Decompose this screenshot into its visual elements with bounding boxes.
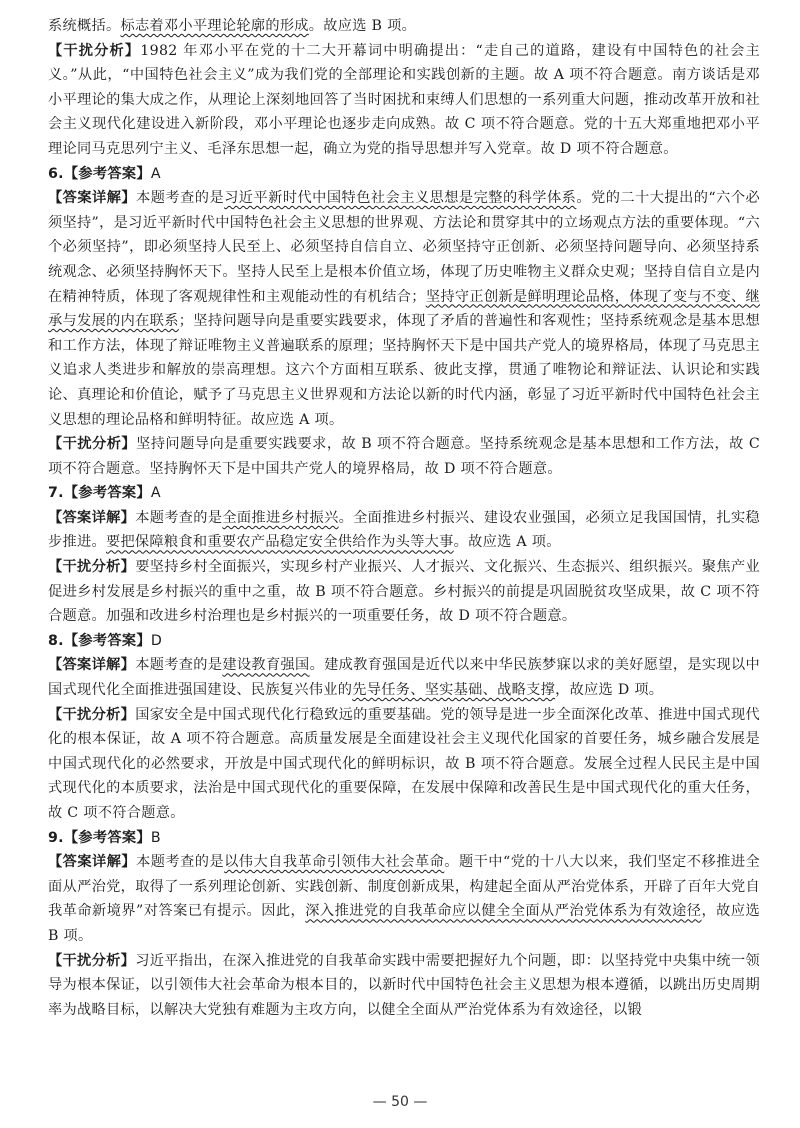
distractor-tag: 【干扰分析】 [48, 42, 141, 59]
distractor-tag: 【干扰分析】 [48, 436, 137, 453]
explanation-tag: 【答案详解】 [48, 509, 136, 526]
answer-page [48, 14, 760, 1022]
question-number: 8. [48, 632, 64, 649]
distractor-tag: 【干扰分析】 [48, 559, 136, 576]
answer-letter: A [150, 165, 161, 182]
key-phrase: 先导任务、坚实基础、战略支撑 [352, 682, 556, 699]
q7-answer-explanation: 【答案详解】本题考查的是全面推进乡村振兴。全面推进乡村振兴、建设农业强国，必须立足我国国情，扎实稳步推进。要把保障粮食和重要农产品稳定安全供给作为头等大事。故应选 A 项。 [48, 509, 760, 551]
q5-answer-tail: 系统概括。标志着邓小平理论轮廓的形成。故应选 B 项。 [48, 18, 417, 34]
explanation-tag: 【答案详解】 [48, 854, 137, 871]
key-phrase: 深入推进党的自我革命应以健全全面从严治党体系为有效途径 [305, 903, 702, 920]
answer-letter: B [150, 829, 161, 846]
key-phrase: 习近平新时代中国特色社会主义思想是完整的科学体系 [224, 190, 577, 207]
q6-reference-answer [48, 162, 760, 187]
q9-reference-answer [48, 826, 760, 851]
page-number: — 50 — [372, 1094, 428, 1110]
key-phrase: 要把保障粮食和重要农产品稳定安全供给作为头等大事 [105, 534, 454, 551]
distractor-tag: 【干扰分析】 [48, 952, 136, 969]
q7-distractor-analysis: 【干扰分析】要坚持乡村全面振兴，实现乡村产业振兴、人才振兴、文化振兴、生态振兴、组织振兴。聚焦产业促进乡村发展是乡村振兴的重中之重，故 B 项不符合题意。乡村振兴的前提是巩固脱贫攻坚成果，故 C 项不符合题意。加强和改进乡村治理也是乡村振兴的一项重要任务，故 D 项不符合题意。 [48, 559, 760, 625]
q8-answer-explanation: 【答案详解】本题考查的是建设教育强国。建成教育强国是近代以来中华民族梦寐以求的美好愿望，是实现以中国式现代化全面推进强国建设、民族复兴伟业的先导任务、坚实基础、战略支撑，故应选 D 项。 [48, 657, 760, 699]
key-phrase: 以伟大自我革命引领伟大社会革命 [224, 854, 445, 871]
explanation-tag: 【答案详解】 [48, 657, 136, 674]
key-phrase: 坚持守正创新是鲜明理论品格，体现了变与不变、继承与发展的内在联系 [48, 288, 760, 330]
key-phrase: 建设教育强国 [222, 657, 310, 674]
answer-letter: A [150, 485, 161, 502]
q7-reference-answer [48, 481, 760, 506]
q8-reference-answer [48, 629, 760, 654]
q9-distractor-analysis: 【干扰分析】习近平指出，在深入推进党的自我革命实践中需要把握好九个问题，即：以坚持党中央集中统一领导为根本保证，以引领伟大社会革命为根本目的，以新时代中国特色社会主义思想为根本遵循，以跳出历史周期率为战略目标，以解决大党独有难题为主攻方向，以健全全面从严治党体系为有效途径，以锻 [48, 952, 760, 1018]
q6-distractor-analysis: 【干扰分析】坚持问题导向是重要实践要求，故 B 项不符合题意。坚持系统观念是基本思想和工作方法，故 C 项不符合题意。坚持胸怀天下是中国共产党人的境界格局，故 D 项不符合题意。 [48, 436, 760, 477]
key-phrase: 标志着邓小平理论轮廓的形成 [120, 18, 309, 34]
answer-letter: D [150, 632, 163, 649]
reference-tag: 【参考答案】 [63, 829, 151, 846]
key-phrase: 全面推进乡村振兴 [222, 509, 339, 526]
question-number: 6. [48, 165, 64, 182]
q6-answer-explanation: 【答案详解】本题考查的是习近平新时代中国特色社会主义思想是完整的科学体系。党的二十大提出的“六个必须坚持”，是习近平新时代中国特色社会主义思想的世界观、方法论和贯穿其中的立场观点方法的重要体现。“六个必须坚持”，即必须坚持人民至上、必须坚持自信自立、必须坚持守正创新、必须坚持问题导向、必须坚持系统观念、必须坚持胸怀天下。坚持人民至上是根本价值立场，体现了历史唯物主义群众史观；坚持自信自立是内在精神特质，体现了客观规律性和主观能动性的有机结合；坚持守正创新是鲜明理论品格，体现了变与不变、继承与发展的内在联系；坚持问题导向是重要实践要求，体现了矛盾的普遍性和客观性；坚持系统观念是基本思想和工作方法，体现了辩证唯物主义普遍联系的原理；坚持胸怀天下是中国共产党人的境界格局，体现了马克思主义追求人类进步和解放的崇高理想。这六个方面相互联系、彼此支撑，贯通了唯物论和辩证法、认识论和实践论、真理论和价值论，赋予了马克思主义世界观和方法论以新的时代内涵，彰显了习近平新时代中国特色社会主义思想的理论品格和鲜明特征。故应选 A 项。 [48, 190, 761, 428]
reference-tag: 【参考答案】 [63, 632, 151, 649]
q9-answer-explanation: 【答案详解】本题考查的是以伟大自我革命引领伟大社会革命。题干中“党的十八大以来，我们坚定不移推进全面从严治党，取得了一系列理论创新、实践创新、制度创新成果，构建起全面从严治党体系，开辟了百年大党自我革命新境界”对答案已有提示。因此，深入推进党的自我革命应以健全全面从严治党体系为有效途径，故应选 B 项。 [48, 854, 760, 944]
reference-tag: 【参考答案】 [63, 485, 151, 502]
reference-tag: 【参考答案】 [63, 165, 151, 182]
q8-distractor-analysis: 【干扰分析】国家安全是中国式现代化行稳致远的重要基础。党的领导是进一步全面深化改革、推进中国式现代化的根本保证，故 A 项不符合题意。高质量发展是全面建设社会主义现代化国家的首要任务，城乡融合发展是中国式现代化的必然要求，开放是中国式现代化的鲜明标识，故 B 项不符合题意。发展全过程人民民主是中国式现代化的本质要求，法治是中国式现代化的重要保障，在发展中保障和改善民生是中国式现代化的重大任务，故 C 项不符合题意。 [48, 706, 760, 821]
question-number: 7. [48, 485, 64, 502]
q5-distractor-analysis: 【干扰分析】1982 年邓小平在党的十二大开幕词中明确提出：“走自己的道路，建设有中国特色的社会主义。”从此，“中国特色社会主义”成为我们党的全部理论和实践创新的主题。故 A 项不符合题意。南方谈话是邓小平理论的集大成之作，从理论上深刻地回答了当时困扰和束缚人们思想的一系列重大问题，推动改革开放和社会主义现代化建设进入新阶段，邓小平理论也逐步走向成熟。故 C 项不符合题意。党的十五大郑重地把邓小平理论同马克思列宁主义、毛泽东思想一起，确立为党的指导思想并写入党章。故 D 项不符合题意。 [48, 42, 760, 157]
question-number: 9. [48, 829, 64, 846]
distractor-tag: 【干扰分析】 [48, 706, 136, 723]
explanation-tag: 【答案详解】 [48, 190, 137, 207]
